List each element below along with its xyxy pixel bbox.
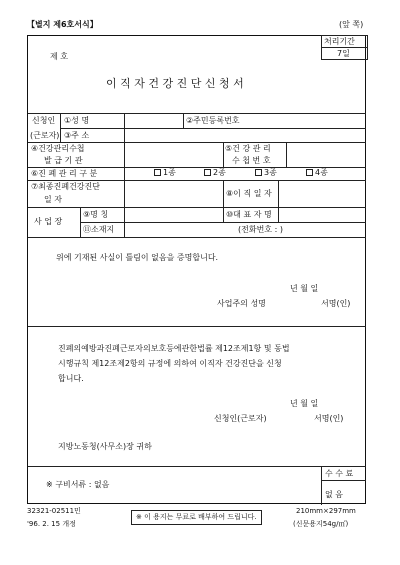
grid-line (286, 142, 287, 167)
checkbox-icon (204, 169, 211, 176)
notebook-issuer-label-2: 발 급 기 관 (44, 156, 83, 165)
grid-line (28, 466, 366, 467)
notebook-issuer-field[interactable] (126, 145, 221, 165)
grid-line (124, 142, 125, 180)
fee-value: 없 음 (325, 490, 343, 499)
grid-line (28, 142, 366, 143)
revision-date: '96. 2. 15 개정 (27, 520, 76, 528)
category-label: ⑥진 폐 관 리 구 분 (31, 169, 98, 178)
notebook-number-label: ⑤건 강 관 리 (225, 144, 271, 153)
workplace-name-label: ⑨명 칭 (83, 210, 109, 219)
grid-line (28, 237, 366, 238)
applicant-signer-label: 신청인(근로자) (214, 414, 267, 423)
grid-line (124, 113, 125, 142)
application-text-line3: 합니다. (58, 374, 84, 383)
grid-line (223, 207, 224, 222)
grid-line (278, 180, 279, 207)
form-number-label: 제 호 (50, 52, 68, 61)
grid-line (60, 128, 366, 129)
checkbox-icon (255, 169, 262, 176)
leave-date-label: ⑧이 직 일 자 (226, 189, 272, 198)
rrn-field[interactable] (252, 116, 362, 126)
location-label: ⑪소재지 (83, 225, 115, 234)
grid-line (80, 207, 81, 237)
grid-line (28, 180, 366, 181)
last-exam-field[interactable] (126, 183, 221, 205)
grid-line (80, 222, 366, 223)
form-title: 이직자건강진단신청서 (106, 77, 248, 90)
last-exam-label: ⑦최종진폐건강진단 (31, 182, 100, 191)
application-date: 년 월 일 (290, 399, 319, 408)
grid-line (223, 180, 224, 207)
processing-period-value: 7일 (337, 49, 350, 58)
form-code: 32321-02511민 (27, 507, 81, 515)
leave-date-field[interactable] (280, 183, 362, 205)
grid-line (28, 207, 366, 208)
paper-type: (신문용지54g/㎡) (293, 520, 349, 528)
paper-size: 210mm×297mm (296, 507, 356, 515)
employer-statement: 위에 기재된 사실이 틀림이 없음을 증명합니다. (56, 253, 219, 262)
name-field[interactable] (126, 117, 181, 127)
category-option-2[interactable] (204, 169, 226, 177)
name-label: ①성 명 (64, 116, 90, 125)
required-documents: ※ 구비서류 : 없음 (46, 480, 110, 489)
category-option-3[interactable] (255, 169, 277, 177)
last-exam-label-2: 일 자 (44, 195, 62, 204)
address-label: ③주 소 (64, 131, 90, 140)
form-tag: 【별지 제6호서식】 (27, 20, 98, 29)
checkbox-icon (154, 169, 161, 176)
category-option-4[interactable] (306, 169, 328, 177)
workplace-section-label: 사 업 장 (34, 217, 63, 226)
grid-line (60, 113, 61, 142)
grid-line (321, 466, 322, 505)
recipient: 지방노동청(사무소)장 귀하 (58, 442, 152, 451)
grid-line (124, 207, 125, 237)
application-text-line1: 진폐의예방과진폐근로자의보호등에관한법률 제12조제1항 및 동법 (58, 344, 290, 353)
category-option-4-label: 4종 (315, 168, 328, 177)
grid-line (124, 180, 125, 207)
checkbox-icon (306, 169, 313, 176)
fee-label: 수 수 료 (325, 469, 354, 478)
notebook-number-field[interactable] (288, 145, 362, 165)
notebook-issuer-label: ④건강관리수첩 (31, 144, 85, 153)
employer-sign[interactable]: 서명(인) (321, 299, 351, 308)
processing-period-label: 처리기간 (324, 37, 355, 46)
grid-line (321, 480, 366, 481)
category-option-2-label: 2종 (213, 168, 226, 177)
representative-field[interactable] (280, 210, 362, 220)
workplace-name-field[interactable] (126, 210, 221, 220)
applicant-sign[interactable]: 서명(인) (314, 414, 344, 423)
employer-date: 년 월 일 (290, 284, 319, 293)
address-field[interactable] (126, 131, 362, 141)
notebook-number-label-2: 수 첩 번 호 (232, 156, 271, 165)
grid-line (278, 207, 279, 222)
applicant-section-label: 신청인 (32, 116, 56, 125)
rrn-label: ②주민등록번호 (186, 116, 240, 125)
grid-line (183, 113, 184, 128)
grid-line (223, 142, 224, 167)
free-distribution-note: ※ 이 용지는 무료로 배부하여 드립니다. (131, 510, 262, 525)
employer-signer-label: 사업주의 성명 (217, 299, 266, 308)
page-side-label: (앞 쪽) (339, 20, 364, 29)
representative-label: ⑩대 표 자 명 (226, 210, 272, 219)
grid-line (28, 326, 366, 327)
category-option-1-label: 1종 (163, 168, 176, 177)
application-text-line2: 시행규칙 제12조제2항의 규정에 의하여 이직자 건강진단을 신청 (58, 359, 282, 368)
table-top-rule (28, 113, 366, 114)
processing-divider (321, 47, 367, 48)
phone-label: (전화번호 : ) (238, 225, 283, 234)
applicant-section-sub: (근로자) (30, 131, 60, 140)
category-option-1[interactable] (154, 169, 176, 177)
application-form (27, 35, 366, 504)
category-option-3-label: 3종 (264, 168, 277, 177)
